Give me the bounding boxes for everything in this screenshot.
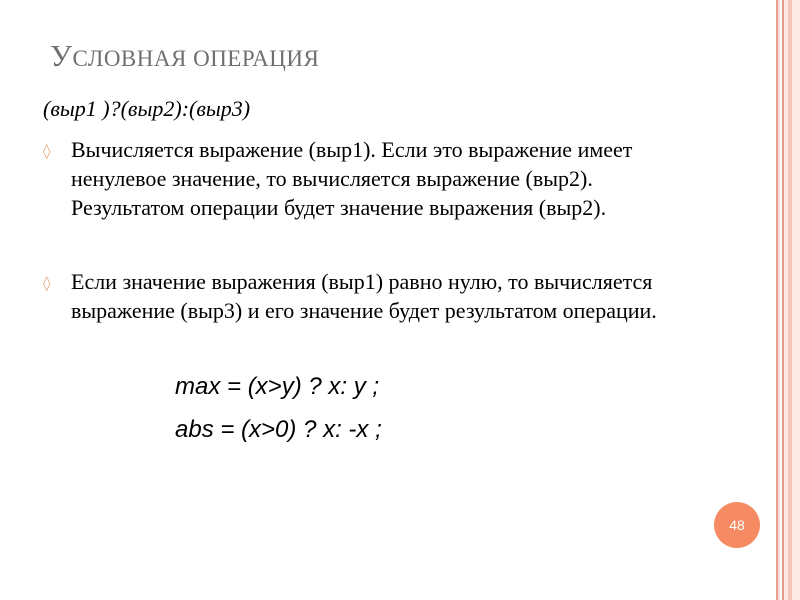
bullet-text: Если значение выражения (выр1) равно нулю, то вычисляется выражение (выр3) и его значение будет результатом операции. bbox=[71, 269, 657, 323]
bullet-marker-icon: ◊ bbox=[43, 142, 51, 160]
page-number-badge: 48 bbox=[714, 502, 760, 548]
slide-title-rest: СЛОВНАЯ ОПЕРАЦИЯ bbox=[72, 46, 320, 71]
code-example-abs: abs = (x>0) ? x: -x ; bbox=[175, 416, 382, 443]
bullet-text: Вычисляется выражение (выр1). Если это выражение имеет ненулевое значение, то вычисляется выражение (выр2). Результатом операции будет значение выражения (выр2). bbox=[71, 137, 633, 220]
slide-title-initial: У bbox=[50, 38, 73, 73]
slide-title bbox=[50, 38, 319, 74]
bullet-marker-icon: ◊ bbox=[43, 274, 51, 292]
code-example-max: max = (x>y) ? x: y ; bbox=[175, 373, 380, 400]
decorative-side-stripes bbox=[768, 0, 800, 600]
bullet-item bbox=[43, 267, 693, 325]
bullet-item bbox=[43, 135, 693, 222]
syntax-formula: (выр1 )?(выр2):(выр3) bbox=[43, 96, 251, 121]
